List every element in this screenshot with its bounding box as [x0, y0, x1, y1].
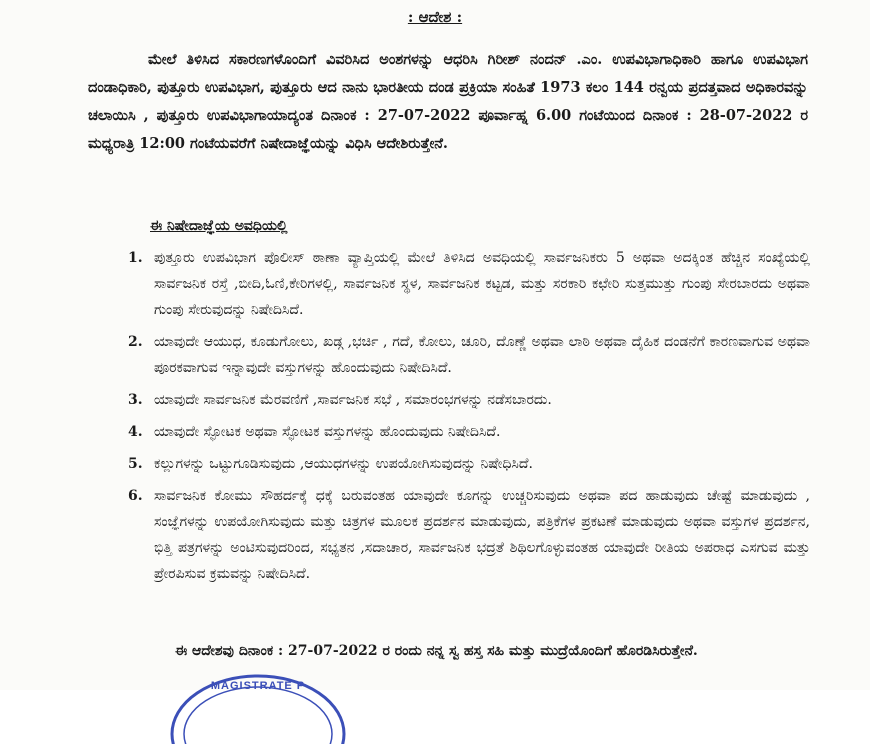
list-item [120, 419, 810, 445]
list-item-text: ಕಲ್ಲುಗಳನ್ನು ಒಟ್ಟುಗೂಡಿಸುವುದು ,ಆಯುಧಗಳನ್ನು ಉಪಯೋಗಿಸುವುದನ್ನು ನಿಷೇಧಿಸಿದೆ. [154, 456, 533, 472]
list-item-text: ಯಾವುದೇ ಆಯುಧ, ಕೂಡುಗೋಲು, ಖಡ್ಗ ,ಭರ್ಚಿ , ಗದೆ, ಕೋಲು, ಚೂರಿ, ದೊಣ್ಣೆ ಅಥವಾ ಲಾಠಿ ಅಥವಾ ದೈಹಿಕ ದಂಡನೆಗೆ ಕಾರಣವಾಗುವ ಅಥವಾ ಪೂರಕವಾಗುವ ಇನ್ನಾವುದೇ ವಸ್ತುಗಳನ್ನು ಹೊಂದುವುದು ನಿಷೇದಿಸಿದೆ. [154, 334, 810, 376]
list-item [120, 245, 810, 323]
list-item-number: 3. [128, 392, 143, 408]
list-item [120, 451, 810, 477]
closing-statement: ಈ ಆದೇಶವು ದಿನಾಂಕ : 27-07-2022 ರ ರಂದು ನನ್ನ ಸ್ವ ಹಸ್ತ ಸಹಿ ಮತ್ತು ಮುದ್ರೆಯೊಂದಿಗೆ ಹೊರಡಿಸಿರುತ್ತೇನೆ. [175, 643, 698, 659]
list-item-number: 1. [128, 250, 143, 266]
list-item-text: ಪುತ್ತೂರು ಉಪವಿಭಾಗ ಪೊಲೀಸ್ ಠಾಣಾ ವ್ಯಾಪ್ತಿಯಲ್ಲಿ ಮೇಲೆ ತಿಳಿಸಿದ ಅವಧಿಯಲ್ಲಿ ಸಾರ್ವಜನಿಕರು 5 ಅಥವಾ ಅದಕ್ಕಿಂತ ಹೆಚ್ಚಿನ ಸಂಖ್ಯೆಯಲ್ಲಿ ಸಾರ್ವಜನಿಕ ರಸ್ತೆ ,ಬೀದಿ,ಓಣಿ,ಕೇರಿಗಳಲ್ಲಿ, ಸಾರ್ವಜನಿಕ ಸ್ಥಳ, ಸಾರ್ವಜನಿಕ ಕಟ್ಟಡ, ಮತ್ತು ಸರಕಾರಿ ಕಛೇರಿ ಸುತ್ತಮುತ್ತು ಗುಂಪು ಸೇರಬಾರದು ಅಥವಾ ಗುಂಪು ಸೇರುವುದನ್ನು ನಿಷೇದಿಸಿದೆ. [154, 250, 810, 318]
list-item-text: ಯಾವುದೇ ಸಾರ್ವಜನಿಕ ಮೆರವಣಿಗೆ ,ಸಾರ್ವಜನಿಕ ಸಭೆ , ಸಮಾರಂಭಗಳನ್ನು ನಡೆಸಬಾರದು. [154, 392, 552, 408]
seal-text: MAGISTRATE P [210, 680, 306, 692]
list-item-text: ಸಾರ್ವಜನಿಕ ಕೋಮು ಸೌಹರ್ದಕ್ಕೆ ಧಕ್ಕೆ ಬರುವಂತಹ ಯಾವುದೇ ಕೂಗನ್ನು ಉಚ್ಚರಿಸುವುದು ಅಥವಾ ಪದ ಹಾಡುವುದು ಚೇಷ್ಟೆ ಮಾಡುವುದು , ಸಂಜ್ಞೆಗಳನ್ನು ಉಪಯೋಗಿಸುವುದು ಮತ್ತು ಚಿತ್ರಗಳ ಮೂಲಕ ಪ್ರದರ್ಶನ ಮಾಡುವುದು, ಪತ್ರಿಕೆಗಳ ಪ್ರಕಟಣೆ ಮಾಡುವುದು ಅಥವಾ ವಸ್ತುಗಳ ಪ್ರದರ್ಶನ, ಭಿತ್ತಿ ಪತ್ರಗಳನ್ನು ಅಂಟಿಸುವುದರಿಂದ, ಸಭ್ಯತನ ,ಸದಾಚಾರ, ಸಾರ್ವಜನಿಕ ಭದ್ರತೆ ಶಿಥಿಲಗೊಳ್ಳುವಂತಹ ಯಾವುದೇ ರೀತಿಯ ಅಪರಾಧ ಎಸಗುವ ಮತ್ತು ಪ್ರೇರಪಿಸುವ ಕ್ರಮವನ್ನು ನಿಷೇದಿಸಿದೆ. [154, 488, 810, 582]
intro-paragraph: ಮೇಲೆ ತಿಳಿಸಿದ ಸಕಾರಣಗಳೊಂದಿಗೆ ವಿವರಿಸಿದ ಅಂಶಗಳನ್ನು ಆಧರಿಸಿ ಗಿರೀಶ್ ನಂದನ್ .ಎಂ. ಉಪವಿಭಾಗಾಧಿಕಾರಿ ಹಾಗೂ ಉಪವಿಭಾಗ ದಂಡಾಧಿಕಾರಿ, ಪುತ್ತೂರು ಉಪವಿಭಾಗ, ಪುತ್ತೂರು ಆದ ನಾನು ಭಾರತೀಯ ದಂಡ ಪ್ರಕ್ರಿಯಾ ಸಂಹಿತೆ 1973 ಕಲಂ 144 ರನ್ವಯ ಪ್ರದತ್ತವಾದ ಅಧಿಕಾರವನ್ನು ಚಲಾಯಿಸಿ , ಪುತ್ತೂರು ಉಪವಿಭಾಗಾಯಾದ್ಯಂತ ದಿನಾಂಕ : 27-07-2022 ಪೂರ್ವಾಹ್ನ 6.00 ಗಂಟೆಯಿಂದ ದಿನಾಂಕ : 28-07-2022 ರ ಮಧ್ಯರಾತ್ರಿ 12:00 ಗಂಟೆಯವರೆಗೆ ನಿಷೇದಾಜ್ಞೆಯನ್ನು ವಿಧಿಸಿ ಆದೇಶಿರುತ್ತೇನೆ. [88, 51, 808, 152]
list-item-number: 5. [128, 456, 143, 472]
prohibition-list [120, 245, 810, 593]
list-item-number: 2. [128, 334, 143, 350]
magistrate-seal-icon [168, 664, 348, 744]
list-item-text: ಯಾವುದೇ ಸ್ಫೋಟಕ ಅಥವಾ ಸ್ಫೋಟಕ ವಸ್ತುಗಳನ್ನು ಹೊಂದುವುದು ನಿಷೇದಿಸಿದೆ. [154, 424, 501, 440]
list-item [120, 387, 810, 413]
list-item-number: 6. [128, 488, 143, 504]
list-item [120, 329, 810, 381]
order-heading: : ಆದೇಶ : [407, 8, 463, 26]
seal-inner-ring [184, 687, 332, 744]
prohibition-subheading: ಈ ನಿಷೇದಾಜ್ಞೆಯ ಅವಧಿಯಲ್ಲಿ [150, 218, 288, 234]
list-item [120, 483, 810, 587]
list-item-number: 4. [128, 424, 143, 440]
